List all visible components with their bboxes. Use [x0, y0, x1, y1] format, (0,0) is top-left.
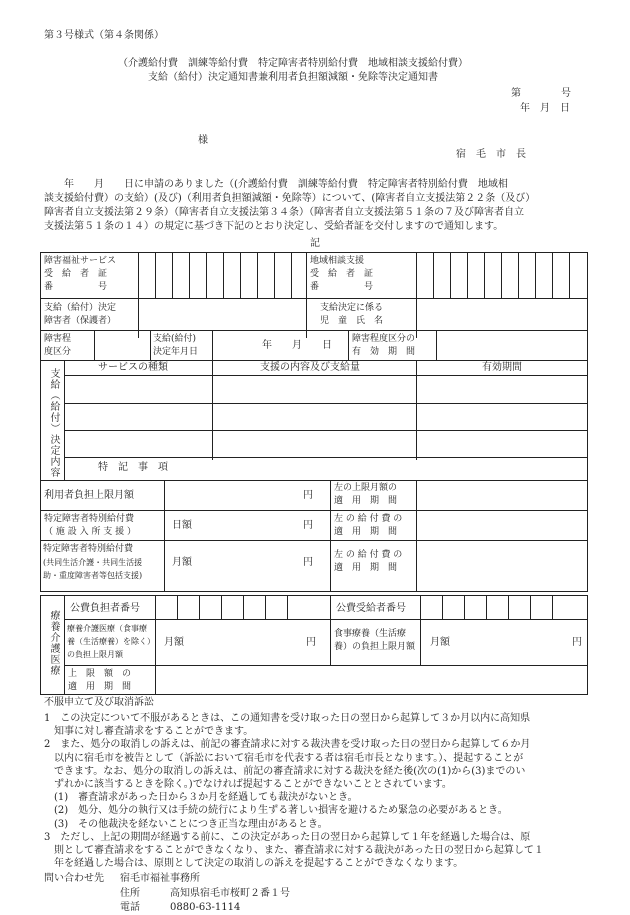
intro-paragraph [44, 178, 535, 234]
contact-label: 問い合わせ先 [44, 873, 104, 884]
address-label: 住所 [120, 888, 140, 899]
meal-monthly-label: 月額 [430, 637, 450, 648]
col-support-content: 支援の内容及び支給量 [260, 362, 360, 373]
title-line-1: （介護給付費 訓練等給付費 特定障害者特別給付費 地域相談支援給付費） [118, 58, 468, 69]
special-facility-label: 特定障害者特別給付費 （ 施 設 入 所 支 援 ） [44, 514, 137, 537]
public-payer-number-label: 公費負担者番号 [70, 603, 140, 614]
medical-limit-label: 療養介護医療（食事療 養（生活療養）を除く） の負担上限月額 [67, 624, 155, 659]
user-limit-label: 利用者負担上限月額 [44, 490, 134, 501]
col-validity: 有効期間 [482, 362, 522, 373]
decision-date-value: 年 月 日 [262, 340, 332, 351]
svc-recipient-number-label: 障害福祉サービス 受 給 者 証 番 号 [44, 256, 117, 292]
decided-person-label: 支給（給付）決定 障害者（保護者） [44, 303, 117, 326]
benefit-period-label-2: 左 の 給 付 費 の 適 用 期 間 [334, 550, 403, 573]
level-validity-label: 障害程度区分の 有 効 期 間 [352, 334, 416, 357]
public-recipient-number-label: 公費受給者番号 [336, 603, 406, 614]
decision-date-label: 支給(給付) 決定年月日 [153, 334, 199, 357]
appeal-line: 則として審査請求をすることができなくなり、また、審査請求に対する裁決があった日の翌日から起算して１ [44, 845, 544, 857]
intro-line: 談支援給付費）の支給）(及び)（利用者負担額減額・免除等）について、(障害者自立支援法第２２条（及び） [44, 193, 536, 204]
intro-line: 支援法第５１条の１４）の規定に基づき下記のとおり決定し、受給者証を交付しますので通知します。 [44, 221, 504, 232]
meal-limit-label: 食事療養（生活療 養）の負担上限月額 [334, 629, 416, 652]
monthly-label: 月額 [172, 557, 192, 568]
appeal-line: ずれかに該当するときを除く。)でなければ提起することができないこととされています。 [44, 779, 452, 791]
medical-yen: 円 [306, 637, 316, 648]
medical-vertical-label: 療養介護医療 [48, 610, 59, 676]
appeal-line: できます。なお、処分の取消しの訴えは、前記の審査請求に対する裁決を経た後(次の(1)から(3)までのい [44, 765, 526, 777]
special-group-label: 特定障害者特別給付費 (共同生活介護・共同生活援 助・重度障害者等包括支援) [43, 544, 143, 580]
issuer-name: 宿 毛 市 長 [456, 149, 526, 160]
intro-line: 障害者自立支援法第２９条）（障害者自立支援法第３４条）（障害者自立支援法第５１条の７及び障害者自立 [44, 207, 524, 218]
ki-label: 記 [310, 238, 320, 249]
limit-apply-period-label: 上 限 額 の 適 用 期 間 [68, 669, 132, 692]
col-service-type: サービスの種類 [98, 362, 168, 373]
appeal-line: 3 ただし、上記の期間が経過する前に、この決定があった日の翌日から起算して１年を経過した場合は、原 [44, 831, 531, 843]
daily-label: 日額 [172, 520, 192, 531]
special-notes-label: 特 記 事 項 [98, 462, 168, 473]
appeal-line: 年を経過した場合は、原則として決定の取消しの訴えを提起することができなくなります。 [44, 858, 464, 870]
limit-period-label: 左の上限月額の 適 用 期 間 [334, 483, 398, 506]
child-name-label: 支給決定に係る 児 童 氏 名 [320, 303, 384, 326]
appeal-line: 2 また、処分の取消しの訴えは、前記の審査請求に対する裁決書を受け取った日の翌日から起算して６か月 [44, 739, 531, 751]
appeal-line: (2) 処分、処分の執行又は手続の続行により生ずる著しい損害を避けるため緊急の必要があるとき。 [44, 805, 508, 817]
chiiki-recipient-number-label: 地域相談支援 受 給 者 証 番 号 [310, 256, 374, 292]
appeal-line: 以内に宿毛市を被告として（訴訟において宿毛市を代表する者は宿毛市長となります。）、提起することが [44, 752, 524, 764]
phone-value: 0880-63-1114 [170, 902, 241, 913]
daily-yen: 円 [303, 520, 313, 531]
appeal-paragraph [44, 712, 544, 870]
contact-office: 宿毛市福祉事務所 [120, 873, 200, 884]
meal-yen: 円 [572, 637, 582, 648]
disability-level-label: 障害程 度区分 [44, 334, 72, 357]
address-value: 高知県宿毛市桜町２番１号 [170, 888, 290, 899]
document-number: 第 号 [511, 88, 571, 99]
appeal-title: 不服申立て及び取消訴訟 [44, 697, 154, 708]
addressee-suffix: 様 [198, 135, 208, 146]
appeal-line: 知事に対し審査請求をすることができます。 [44, 726, 254, 738]
medical-monthly-label: 月額 [164, 637, 184, 648]
title-line-2: 支給（給付）決定通知書兼利用者負担額減額・免除等決定通知書 [148, 72, 438, 83]
intro-line: 年 月 日に申請のありました（(介護給付費 訓練等給付費 特定障害者特別給付費 地域相 [44, 179, 508, 190]
monthly-yen: 円 [303, 557, 313, 568]
user-limit-yen: 円 [303, 490, 313, 501]
decision-table [40, 252, 588, 592]
appeal-line: (1) 審査請求があった日から３か月を経過しても裁決がないとき。 [44, 792, 358, 804]
form-number: 第３号様式（第４条関係） [44, 30, 164, 41]
benefit-period-label: 左 の 給 付 費 の 適 用 期 間 [334, 514, 403, 537]
issue-date: 年 月 日 [520, 103, 570, 114]
content-vertical-label: 支給（給付）決定内容 [48, 368, 59, 478]
appeal-line: (3) その他裁決を経ないことにつき正当な理由があるとき。 [44, 818, 328, 830]
phone-label: 電話 [120, 902, 140, 913]
appeal-line: 1 この決定について不服があるときは、この通知書を受け取った日の翌日から起算して３か月以内に高知県 [44, 713, 531, 724]
